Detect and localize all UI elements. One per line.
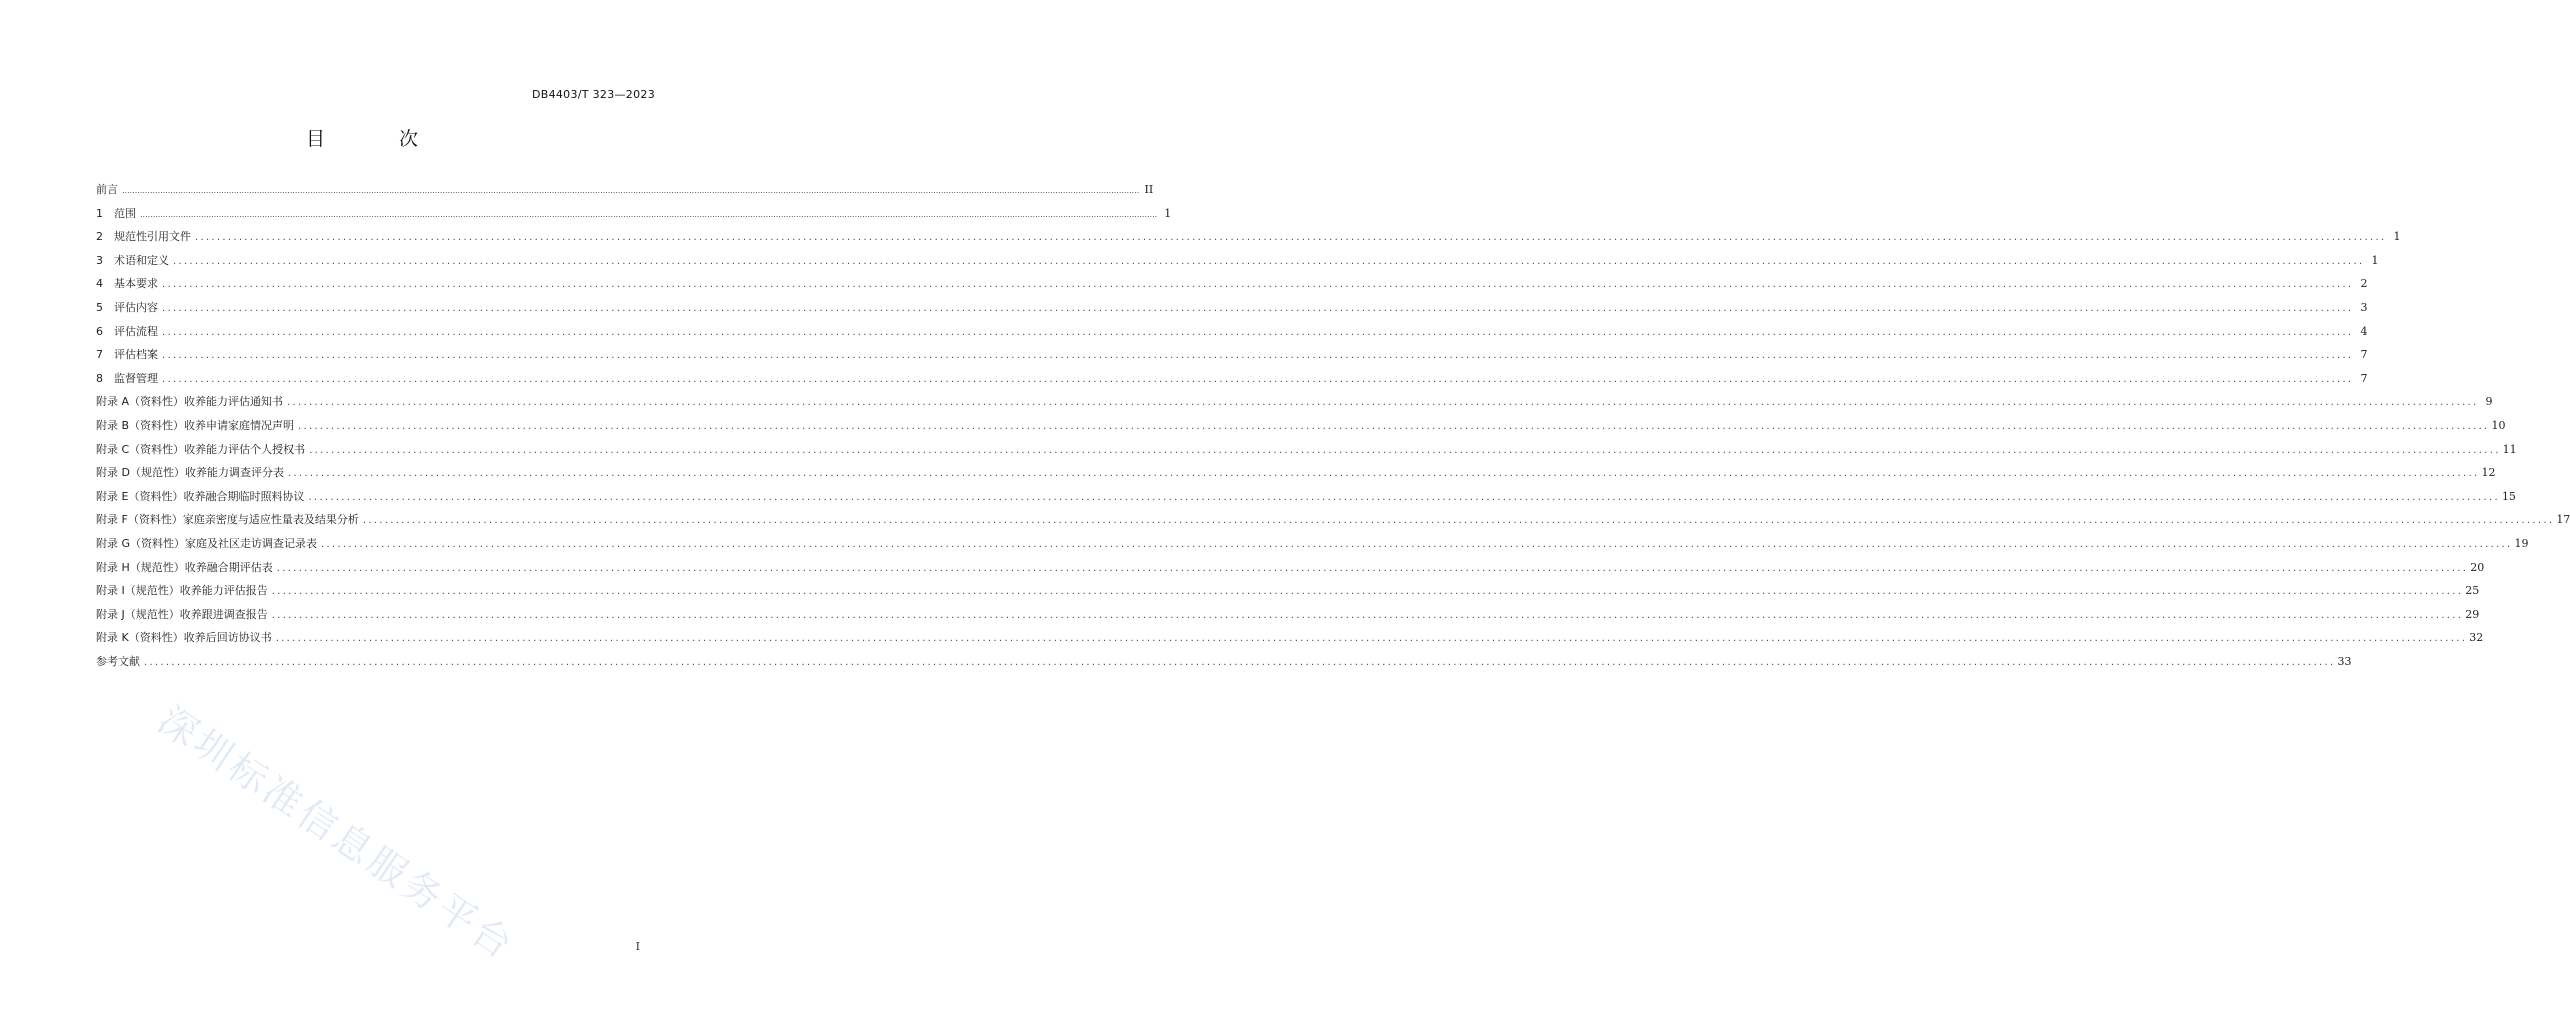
toc-entry[interactable]	[96, 228, 2401, 252]
page-title: 目 次	[305, 128, 453, 150]
toc-entry[interactable]	[96, 559, 2485, 583]
toc-entry-title: 收养能力调查评分表	[184, 466, 284, 480]
toc-entry-page-number: 11	[2502, 442, 2517, 456]
toc-dot-leader: ................................................................................................................................................................................................................................................................................................................................................................................................................	[309, 444, 2501, 456]
toc-entry-title: 前言	[96, 183, 118, 196]
toc-entry[interactable]	[96, 393, 2493, 417]
toc-dot-leader: ................................................................................................................................................................................................................................................................................................................................................................................................................	[162, 373, 2354, 385]
toc-dot-leader: ................................................................................................................................................................................................................................................................................................................................................................................................................	[271, 609, 2464, 621]
toc-entry-number: 7	[96, 348, 103, 362]
toc-entry-page-number: 7	[2360, 371, 2368, 385]
toc-entry-appendix-label: 附录 G（资料性）	[96, 536, 186, 550]
toc-entry-page-number: 4	[2360, 324, 2368, 338]
toc-entry-title: 基本要求	[114, 277, 158, 291]
toc-entry-title: 规范性引用文件	[114, 230, 191, 244]
toc-dot-leader: ................................................................................................................................................................................................................................................................................................................................................................................................................	[162, 279, 2354, 291]
toc-entry-page-number: 1	[2393, 230, 2401, 244]
toc-dot-leader: ................................................................................................................................................................................................................................................................................................................................................................................................................	[287, 468, 2480, 480]
toc-entry[interactable]	[96, 488, 2516, 512]
toc-entry[interactable]	[96, 181, 1154, 205]
toc-entry[interactable]	[96, 535, 2529, 559]
toc-entry-page-number: 25	[2465, 584, 2480, 598]
toc-entry-title: 监督管理	[114, 371, 158, 385]
toc-entry[interactable]	[96, 464, 2496, 488]
toc-entry-page-number: 1	[1164, 206, 1172, 220]
toc-entry-title: 家庭及社区走访调查记录表	[185, 536, 318, 550]
toc-entry-title: 收养跟进调查报告	[179, 607, 268, 621]
toc-entry-title: 收养能力评估报告	[179, 584, 268, 598]
page-number: I	[635, 940, 640, 953]
toc-entry-number: 4	[96, 277, 103, 291]
toc-entry-title: 收养融合期临时照料协议	[183, 489, 305, 503]
table-of-contents	[96, 181, 2570, 676]
toc-dot-leader: ................................................................................................................................................................................................................................................................................................................................................................................................................	[195, 232, 2387, 244]
toc-entry[interactable]	[96, 370, 2368, 394]
toc-entry-page-number: 20	[2470, 560, 2485, 574]
toc-dot-leader: ................................................................................................................................................................................................................................................................................................................................................................................................................	[173, 255, 2365, 267]
toc-dot-leader: ................................................................................................................................................................................................................................................................................................................................................................................................................	[321, 538, 2513, 550]
toc-entry[interactable]	[96, 252, 2379, 276]
toc-entry[interactable]	[96, 275, 2368, 299]
toc-entry[interactable]	[96, 582, 2480, 606]
toc-entry-appendix-label: 附录 C（资料性）	[96, 442, 185, 456]
toc-entry-page-number: 17	[2556, 513, 2570, 527]
toc-entry-page-number: 15	[2501, 489, 2516, 503]
toc-entry[interactable]	[96, 629, 2484, 653]
toc-entry-title: 收养申请家庭情况声明	[184, 418, 295, 432]
toc-entry-title: 收养能力评估个人授权书	[184, 442, 306, 456]
toc-dot-leader: ................................................................................................................................................................................................................................................................................................................................................................................................................	[298, 420, 2490, 432]
toc-entry-page-number: 19	[2514, 536, 2529, 550]
toc-entry-title: 评估档案	[114, 348, 158, 362]
toc-entry-number: 8	[96, 371, 103, 385]
toc-entry[interactable]	[96, 441, 2517, 465]
toc-entry-appendix-label: 附录 F（资料性）	[96, 513, 183, 527]
toc-dot-leader: ................................................................................................................................................................................................................................................................................................................................................................................................................	[362, 515, 2555, 527]
toc-dot-leader: ................................................................................................................................................................................................................................................................................................................................................................................................................	[271, 586, 2464, 598]
toc-entry-title: 评估流程	[114, 324, 158, 338]
toc-entry-page-number: 32	[2469, 631, 2484, 645]
toc-entry-title: 收养融合期评估表	[184, 560, 273, 574]
toc-entry-page-number: 33	[2337, 654, 2352, 668]
toc-entry-title: 收养后回访协议书	[183, 631, 272, 645]
toc-dot-leader: ................................................................................................................................................................................................................................................................................................................................................................................................................	[276, 562, 2469, 574]
toc-dot-leader: ................................................................................................................................................................................................................................................................................................................................................................................................................	[287, 397, 2479, 409]
toc-dot-leader: ................................................................................................................................................................................................................................................................................................................................................................................................................	[275, 633, 2468, 645]
toc-dot-leader: ................................................................................................................................................................................................................................................................................................................................................................................................................	[308, 491, 2500, 503]
toc-entry-page-number: 3	[2360, 300, 2368, 314]
toc-dot-leader: ................................................................................................................................................................................................................................................................................................................................................................................................................	[140, 209, 1158, 219]
toc-entry[interactable]	[96, 606, 2480, 630]
toc-entry-page-number: 29	[2465, 607, 2480, 621]
document-code: DB4403/T 323—2023	[531, 88, 655, 101]
toc-entry-page-number: 7	[2360, 348, 2368, 362]
toc-entry-number: 5	[96, 300, 103, 314]
toc-entry-appendix-label: 附录 B（资料性）	[96, 418, 185, 432]
toc-entry[interactable]	[96, 511, 2570, 535]
toc-entry-appendix-label: 附录 K（资料性）	[96, 631, 184, 645]
toc-entry[interactable]	[96, 323, 2368, 347]
watermark: 深圳标准信息服务平台	[150, 697, 524, 969]
toc-entry-number: 1	[96, 206, 103, 220]
toc-entry-appendix-label: 附录 E（资料性）	[96, 489, 184, 503]
toc-entry-appendix-label: 附录 J（规范性）	[96, 607, 180, 621]
toc-entry[interactable]	[96, 653, 2352, 677]
toc-entry[interactable]	[96, 346, 2368, 370]
toc-entry-title: 范围	[114, 206, 136, 220]
toc-entry-page-number: 12	[2481, 466, 2496, 480]
toc-entry-title: 参考文献	[96, 654, 140, 668]
toc-dot-leader: ................................................................................................................................................................................................................................................................................................................................................................................................................	[162, 326, 2354, 338]
toc-entry-title: 收养能力评估通知书	[184, 395, 284, 409]
toc-entry-appendix-label: 附录 D（规范性）	[96, 466, 185, 480]
toc-entry-title: 家庭亲密度与适应性量表及结果分析	[182, 513, 359, 527]
toc-entry-page-number: 2	[2360, 277, 2368, 291]
toc-entry-appendix-label: 附录 A（资料性）	[96, 395, 185, 409]
toc-entry-appendix-label: 附录 H（规范性）	[96, 560, 185, 574]
toc-dot-leader: ................................................................................................................................................................................................................................................................................................................................................................................................................	[162, 302, 2354, 314]
toc-entry-page-number: II	[1144, 183, 1154, 196]
toc-entry-page-number: 1	[2371, 253, 2379, 267]
toc-entry-number: 3	[96, 253, 103, 267]
toc-entry-appendix-label: 附录 I（规范性）	[96, 584, 180, 598]
toc-dot-leader: ................................................................................................................................................................................................................................................................................................................................................................................................................	[144, 656, 2336, 668]
toc-entry-title: 术语和定义	[114, 253, 169, 267]
toc-dot-leader: ................................................................................................................................................................................................................................................................................................................................................................................................................	[122, 186, 1140, 195]
toc-entry[interactable]	[96, 205, 1172, 229]
toc-entry[interactable]	[96, 299, 2368, 323]
toc-entry-title: 评估内容	[114, 300, 158, 314]
toc-entry-page-number: 10	[2491, 418, 2506, 432]
toc-entry-number: 2	[96, 230, 103, 244]
toc-entry-number: 6	[96, 324, 103, 338]
toc-dot-leader: ................................................................................................................................................................................................................................................................................................................................................................................................................	[162, 350, 2354, 362]
toc-entry[interactable]	[96, 417, 2506, 441]
toc-entry-page-number: 9	[2485, 395, 2493, 409]
